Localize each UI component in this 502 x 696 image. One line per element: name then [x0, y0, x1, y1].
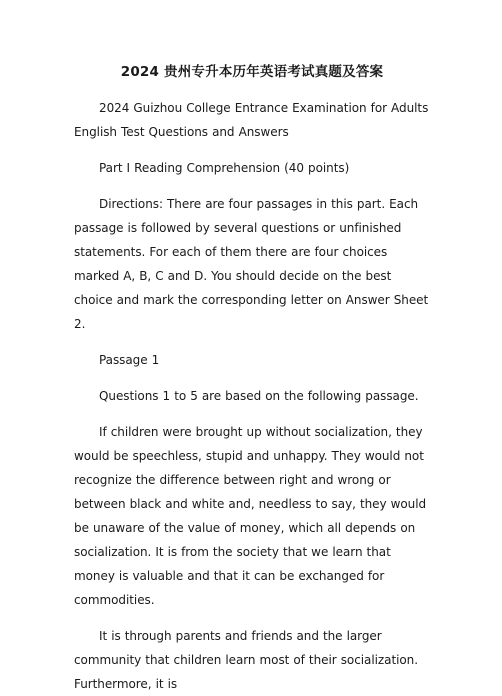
passage-heading: Passage 1 [99, 353, 160, 367]
questions-note: Questions 1 to 5 are based on the following passage. [99, 389, 419, 403]
document-body [74, 96, 430, 696]
passage-paragraph: It is through parents and friends and the larger community that children learn most of their socialization. Furthermore, it is [74, 629, 419, 691]
subtitle-paragraph: 2024 Guizhou College Entrance Examination for Adults English Test Questions and Answers [74, 101, 429, 139]
passage-paragraph: If children were brought up without socialization, they would be speechless, stupid and unhappy. They would not recognize the difference between right and wrong or between black and white and, needless to say, they would be unaware of the value of money, which all depends on socialization. It is from the society that we learn that money is valuable and that it can be exchanged for commodities. [74, 425, 427, 607]
part-heading: Part I Reading Comprehension (40 points) [99, 161, 350, 175]
directions-paragraph: Directions: There are four passages in this part. Each passage is followed by several questions or unfinished statements. For each of them there are four choices marked A, B, C and D. You should decide on the best choice and mark the corresponding letter on Answer Sheet 2. [74, 197, 429, 331]
document-title: 2024 贵州专升本历年英语考试真题及答案 [120, 64, 384, 80]
